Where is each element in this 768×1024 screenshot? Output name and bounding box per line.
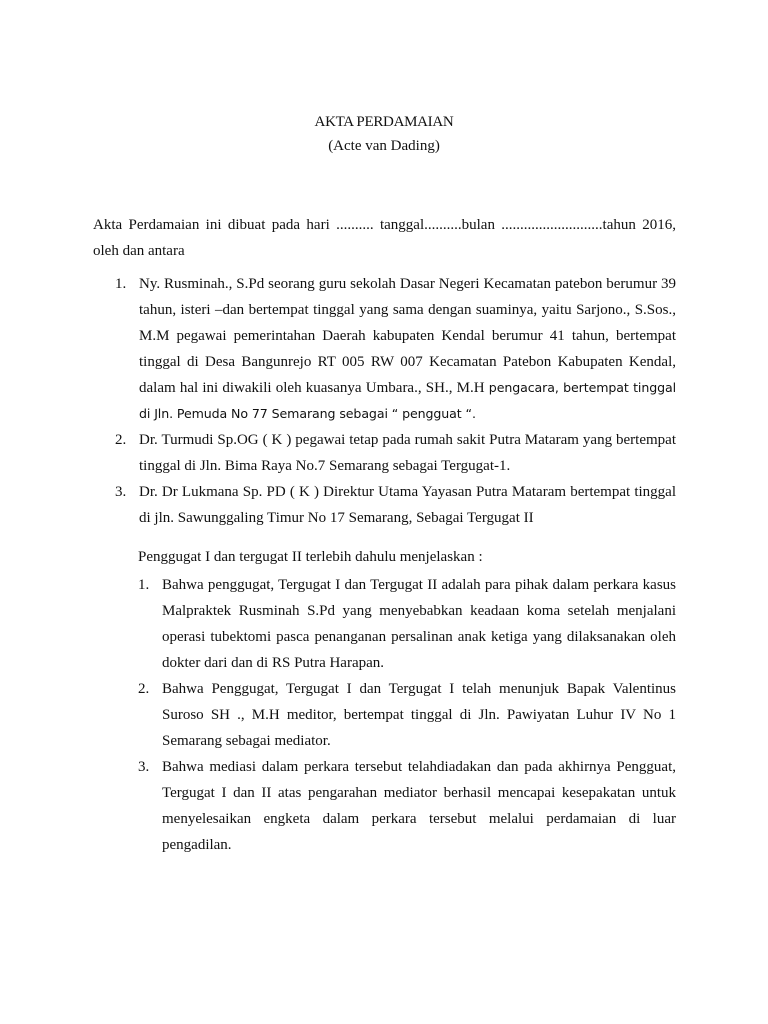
party-item	[115, 271, 677, 427]
statement-item	[138, 676, 676, 754]
party-number: 3.	[115, 484, 127, 500]
statement-text: Bahwa penggugat, Tergugat I dan Tergugat II adalah para pihak dalam perkara kasus Malpraktek Rusminah S.Pd yang menyebabkan keadaan koma setelah menjalani operasi tubektomi pasca penanganan persalinan anak ketiga yang dilaksanakan oleh dokter dari dan di RS Putra Harapan.	[162, 577, 676, 671]
statement-text: Bahwa Penggugat, Tergugat I dan Tergugat I telah menunjuk Bapak Valentinus Suroso SH ., M.H meditor, bertempat tinggal di Jln. Pawiyatan Luhur IV No 1 Semarang sebagai mediator.	[162, 681, 676, 749]
statement-number: 3.	[138, 759, 150, 775]
statement-item	[138, 754, 676, 858]
party-text-continuation: pengacara, bertempat tinggal di Jln. Pemuda No 77 Semarang sebagai “ pengguat “.	[139, 380, 677, 421]
statement-number: 2.	[138, 681, 150, 697]
statement-number: 1.	[138, 577, 150, 593]
intro-paragraph: Akta Perdamaian ini dibuat pada hari .......... tanggal..........bulan ...........................tahun 2016, oleh dan antara	[93, 217, 676, 259]
parties-list	[115, 271, 677, 531]
statement-intro: Penggugat I dan tergugat II terlebih dahulu menjelaskan :	[138, 549, 483, 565]
party-item	[115, 427, 676, 479]
party-text: Dr. Dr Lukmana Sp. PD ( K ) Direktur Utama Yayasan Putra Mataram bertempat tinggal di jln. Sawunggaling Timur No 17 Semarang, Sebagai Tergugat II	[139, 484, 676, 526]
party-text: Dr. Turmudi Sp.OG ( K ) pegawai tetap pada rumah sakit Putra Mataram yang bertempat tinggal di Jln. Bima Raya No.7 Semarang sebagai Tergugat-1.	[139, 432, 676, 474]
statement-item	[138, 572, 676, 676]
party-text: Ny. Rusminah., S.Pd seorang guru sekolah Dasar Negeri Kecamatan patebon berumur 39 tahun, isteri –dan bertempat tinggal yang sama dengan suaminya, yaitu Sarjono., S.Sos., M.M pegawai pemerintahan Daerah kabupaten Kendal berumur 41 tahun, bertempat tinggal di Desa Bangunrejo RT 005 RW 007 Kecamatan Patebon Kabupaten Kendal, dalam hal ini diwakili oleh kuasanya Umbara., SH., M.H	[139, 276, 676, 396]
statements-list	[138, 572, 676, 858]
statement-text: Bahwa mediasi dalam perkara tersebut telahdiadakan dan pada akhirnya Pengguat, Tergugat I dan II atas pengarahan mediator berhasil mencapai kesepakatan untuk menyelesaikan engketa dalam perkara tersebut melalui perdamaian di luar pengadilan.	[162, 759, 676, 853]
party-number: 2.	[115, 432, 127, 448]
party-number: 1.	[115, 276, 127, 292]
document-title: AKTA PERDAMAIAN	[314, 114, 454, 130]
party-item	[115, 479, 676, 531]
document-subtitle: (Acte van Dading)	[328, 138, 440, 154]
